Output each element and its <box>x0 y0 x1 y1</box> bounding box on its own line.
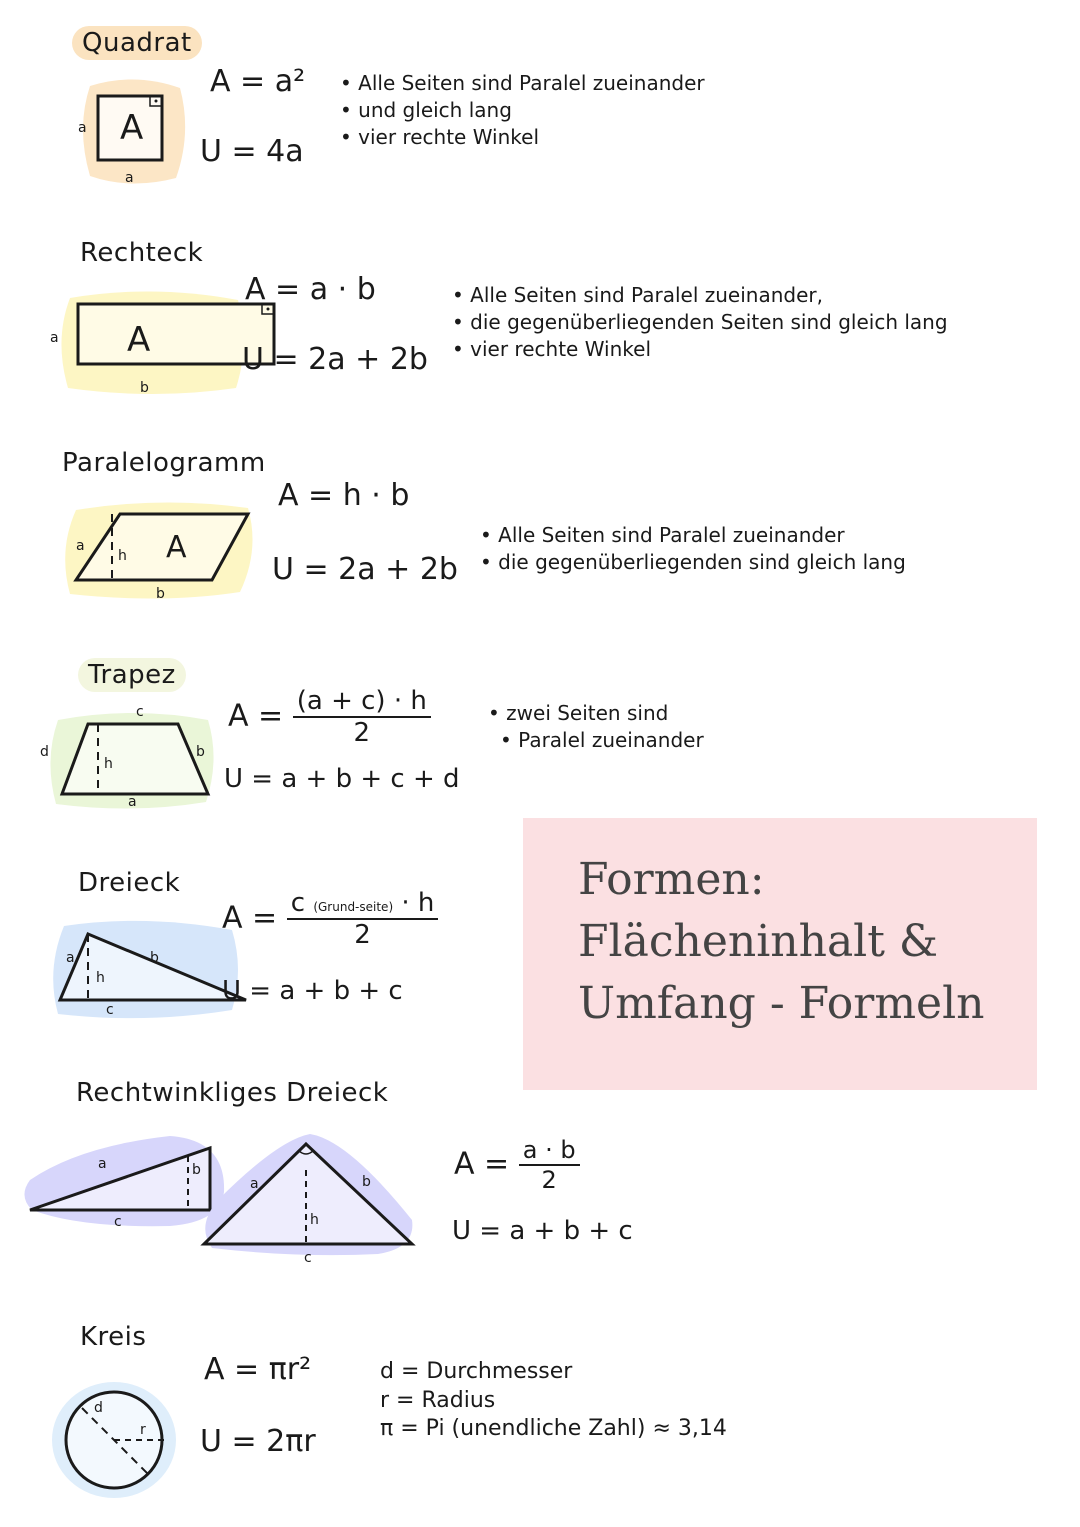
rechtwinklig-formula-denominator: 2 <box>541 1166 557 1194</box>
dreieck-formula-numerator <box>287 888 439 920</box>
quadrat-area-label: A <box>120 108 144 148</box>
rechteck-note-2: • die gegenüberliegenden Seiten sind gleich lang <box>452 309 948 336</box>
dreieck-side-b: b <box>150 950 159 966</box>
trapez-note-2: • Paralel zueinander <box>488 727 704 754</box>
kreis-note-2: r = Radius <box>380 1387 496 1413</box>
heading-line-3: Umfang - Formeln <box>578 978 985 1029</box>
heading-line-2: Flächeninhalt & <box>578 916 939 967</box>
paralelogramm-side-a: a <box>76 538 85 554</box>
quadrat-note-1: • Alle Seiten sind Paralel zueinander <box>340 70 705 97</box>
dreieck-height: h <box>96 970 105 986</box>
rechteck-area-label: A <box>127 320 151 360</box>
paralelogramm-formula-perimeter: U = 2a + 2b <box>272 552 458 587</box>
heading-box <box>523 818 1037 1090</box>
dreieck-formula-perimeter: U = a + b + c <box>222 976 403 1006</box>
quadrat-side-a-bottom: a <box>125 170 134 186</box>
trapez-notes <box>488 700 704 754</box>
dreieck-formula-grundseite: (Grund-seite) <box>313 900 394 914</box>
trapez-side-d: d <box>40 744 49 760</box>
paralelogramm-title: Paralelogramm <box>62 448 266 478</box>
trapez-side-c: c <box>136 704 144 720</box>
rechtwinklig-formula-area <box>454 1136 580 1194</box>
trapez-formula-area-lhs: A = <box>228 698 284 734</box>
trapez-formula-perimeter: U = a + b + c + d <box>224 764 460 794</box>
rechteck-formula-perimeter: U = 2a + 2b <box>242 342 428 377</box>
rechtwinklig-2-side-a: a <box>250 1176 259 1192</box>
kreis-formula-perimeter: U = 2πr <box>200 1424 316 1459</box>
rechtwinklig-2-height: h <box>310 1212 319 1228</box>
rechtwinklig-2-side-c: c <box>304 1250 312 1266</box>
rechteck-figure <box>58 290 248 400</box>
trapez-formula-numerator: (a + c) · h <box>293 686 431 718</box>
dreieck-formula-area-lhs: A = <box>222 900 278 936</box>
paralelogramm-note-1: • Alle Seiten sind Paralel zueinander <box>480 522 906 549</box>
quadrat-side-a-left: a <box>78 120 87 136</box>
rechteck-note-3: • vier rechte Winkel <box>452 336 948 363</box>
dreieck-side-a: a <box>66 950 75 966</box>
paralelogramm-height: h <box>118 548 127 564</box>
paralelogramm-note-2: • die gegenüberliegenden sind gleich lang <box>480 549 906 576</box>
rechteck-title: Rechteck <box>80 238 204 268</box>
dreieck-formula-c: c <box>290 888 306 918</box>
paralelogramm-notes <box>480 522 906 576</box>
rechteck-formula-area: A = a · b <box>245 272 376 307</box>
rechtwinklig-2-side-b: b <box>362 1174 371 1190</box>
rechteck-side-b: b <box>140 380 149 396</box>
rechteck-note-1: • Alle Seiten sind Paralel zueinander, <box>452 282 948 309</box>
rechtwinklig-1-side-c: c <box>114 1214 122 1230</box>
quadrat-formula-perimeter: U = 4a <box>200 134 304 169</box>
quadrat-formula-area: A = a² <box>210 64 306 99</box>
kreis-note-3: π = Pi (unendliche Zahl) ≈ 3,14 <box>380 1416 727 1442</box>
quadrat-notes <box>340 70 705 151</box>
trapez-note-1: • zwei Seiten sind <box>488 700 704 727</box>
paralelogramm-figure <box>62 500 262 600</box>
trapez-formula-denominator: 2 <box>353 718 371 748</box>
rechtwinklig-formula-fraction <box>519 1136 580 1194</box>
heading-line-1: Formen: <box>578 854 765 905</box>
kreis-title: Kreis <box>80 1322 147 1352</box>
dreieck-formula-denominator: 2 <box>354 920 371 950</box>
dreieck-formula-area <box>222 888 438 950</box>
kreis-note-1: d = Durchmesser <box>380 1359 573 1384</box>
quadrat-title: Quadrat <box>72 26 202 60</box>
dreieck-title: Dreieck <box>78 868 181 898</box>
trapez-side-b: b <box>196 744 205 760</box>
trapez-title: Trapez <box>78 658 186 692</box>
dreieck-formula-fraction <box>287 888 439 950</box>
trapez-height: h <box>104 756 113 772</box>
quadrat-note-3: • vier rechte Winkel <box>340 124 705 151</box>
rechtwinklig-figure-2 <box>198 1130 422 1260</box>
kreis-label-r: r <box>140 1422 146 1438</box>
kreis-label-d: d <box>94 1400 103 1416</box>
trapez-side-a: a <box>128 794 137 810</box>
rechteck-side-a: a <box>50 330 59 346</box>
trapez-formula-area <box>228 686 431 748</box>
rechtwinklig-1-side-b: b <box>192 1162 201 1178</box>
rechtwinklig-title: Rechtwinkliges Dreieck <box>76 1078 389 1108</box>
dreieck-figure <box>50 920 240 1020</box>
rechtwinklig-formula-perimeter: U = a + b + c <box>452 1216 633 1246</box>
quadrat-note-2: • und gleich lang <box>340 97 705 124</box>
kreis-figure <box>52 1380 182 1500</box>
rechteck-notes <box>452 282 948 363</box>
kreis-formula-area: A = πr² <box>204 1352 312 1387</box>
trapez-formula-fraction <box>293 686 431 748</box>
rechtwinklig-formula-area-lhs: A = <box>454 1146 510 1182</box>
paralelogramm-formula-area: A = h · b <box>278 478 410 513</box>
paralelogramm-side-b: b <box>156 586 165 602</box>
kreis-notes <box>380 1358 727 1444</box>
dreieck-formula-h: · h <box>401 888 435 918</box>
dreieck-side-c: c <box>106 1002 114 1018</box>
rechtwinklig-1-side-a: a <box>98 1156 107 1172</box>
paralelogramm-area-label: A <box>166 530 187 565</box>
rechtwinklig-formula-numerator: a · b <box>519 1136 580 1166</box>
